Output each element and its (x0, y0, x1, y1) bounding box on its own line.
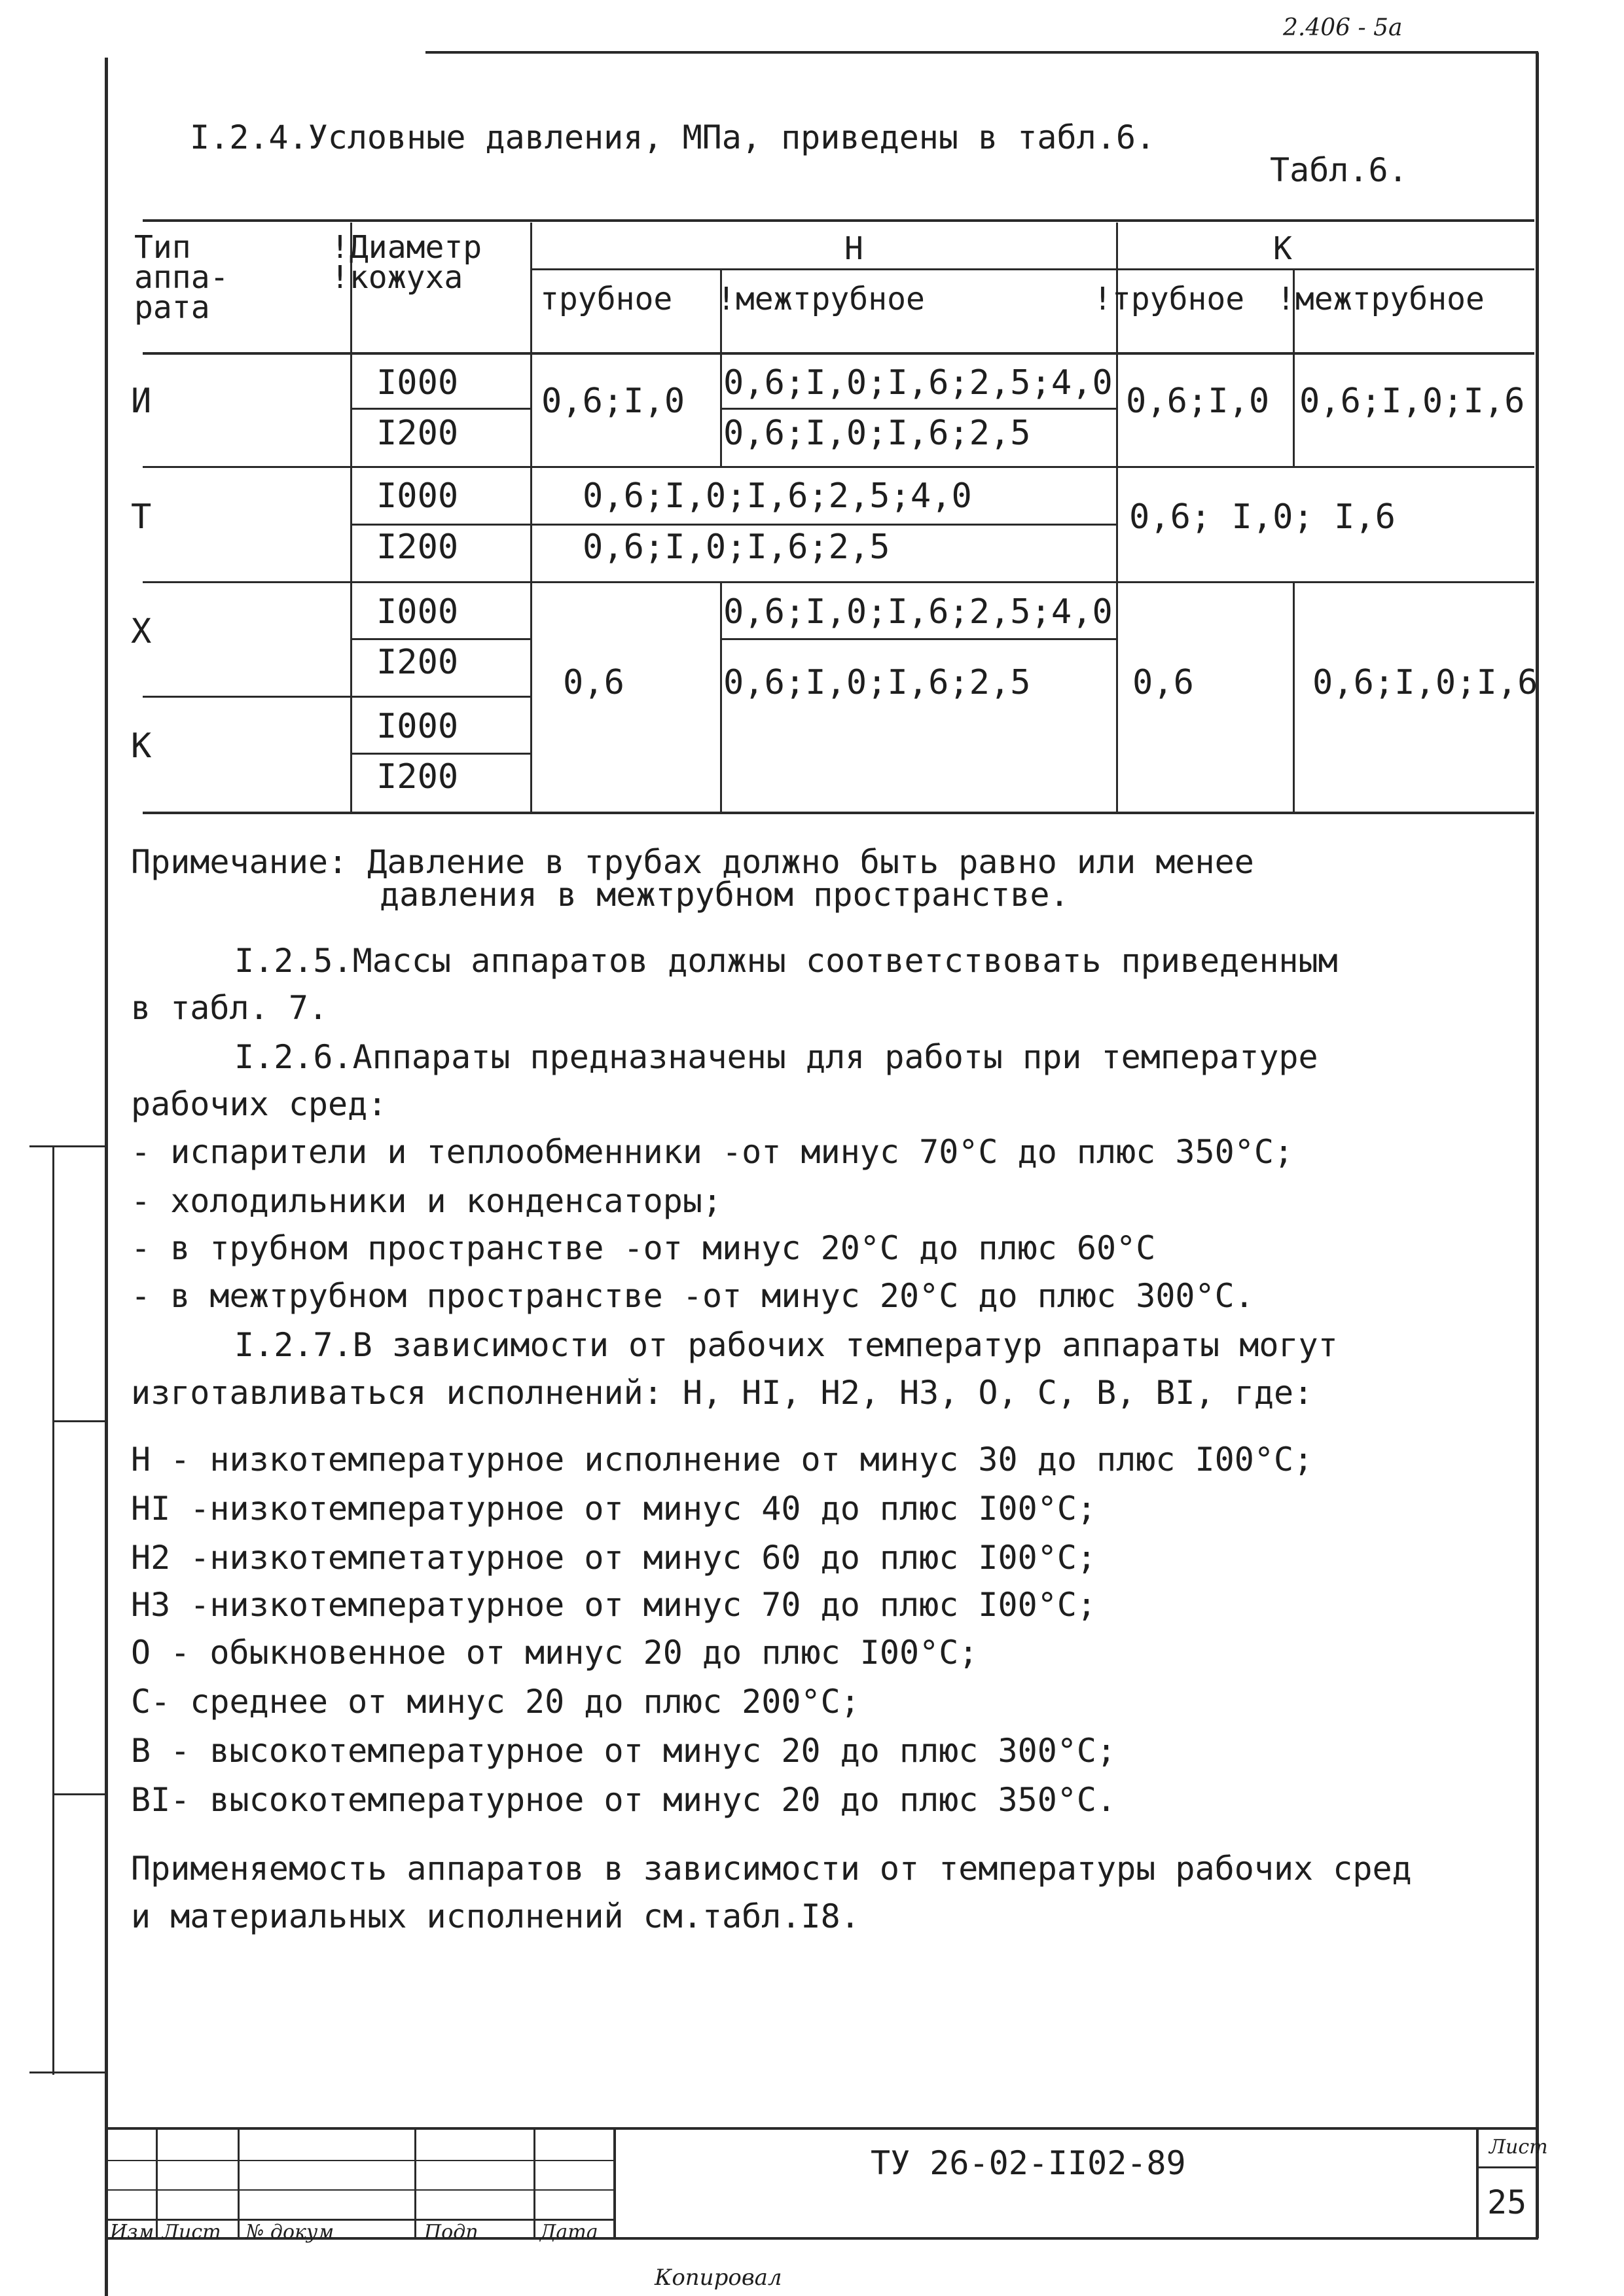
col-label-list: Лист (162, 2221, 221, 2244)
table-rule (720, 408, 1116, 410)
title-block-col (156, 2127, 158, 2238)
execution-def: О - обыкновенное от минус 20 до плюс I00°С; (131, 1634, 979, 1672)
section-125-line-1: I.2.5.Массы аппаратов должны соответствовать приведенным (234, 942, 1338, 980)
cell-i-h-tube: 0,6;I,0 (541, 382, 685, 421)
header-group-h: Н (844, 230, 863, 267)
type-x: Х (131, 612, 152, 651)
table-rule (350, 753, 530, 755)
execution-def: Н3 -низкотемпературное от минус 70 до плюс I00°С; (131, 1586, 1097, 1624)
cell-t-k: 0,6; I,0; I,6 (1129, 497, 1396, 537)
cell-xk-k-tube: 0,6 (1132, 663, 1194, 702)
cell-t-h-1000: 0,6;I,0;I,6;2,5;4,0 (583, 476, 972, 516)
section-126-item-3: - в трубном пространстве -от минус 20°С до плюс 60°С (131, 1229, 1156, 1267)
section-127-line-1: I.2.7.В зависимости от рабочих температур аппараты могут (234, 1326, 1338, 1364)
note-line-2: давления в межтрубном пространстве. (380, 876, 1070, 914)
title-block-col (414, 2127, 416, 2238)
margin-line (29, 2072, 105, 2073)
diameter-cell: I200 (376, 643, 459, 682)
execution-def: Н - низкотемпературное исполнение от минус 30 до плюс I00°С; (131, 1441, 1314, 1479)
sheet-label: Лист (1489, 2136, 1548, 2159)
diameter-cell: I000 (376, 363, 459, 403)
applicability-line-2: и материальных исполнений см.табл.I8. (131, 1897, 860, 1935)
applicability-line-1: Применяемость аппаратов в зависимости от температуры рабочих сред (131, 1850, 1412, 1888)
table-rule (350, 638, 530, 640)
margin-line (52, 1420, 105, 1422)
table-col-rule (1293, 581, 1295, 812)
diameter-cell: I000 (376, 707, 459, 746)
frame-right (1536, 52, 1539, 2238)
top-rule (425, 51, 1538, 54)
section-124-heading: I.2.4.Условные давления, МПа, приведены в табл.6. (190, 118, 1156, 156)
title-block-col (613, 2127, 616, 2238)
cell-t-h-1200: 0,6;I,0;I,6;2,5 (583, 528, 890, 567)
col-label-izm: Изм (110, 2221, 154, 2244)
table-rule (350, 524, 1116, 526)
execution-def: В - высокотемпературное от минус 20 до плюс 300°С; (131, 1732, 1117, 1770)
table-top-rule (143, 219, 1534, 222)
section-126-item-1: - испарители и теплообменники -от минус 70°С до плюс 350°С; (131, 1133, 1294, 1171)
diameter-cell: I200 (376, 414, 459, 453)
cell-xk-h-inter-1200: 0,6;I,0;I,6;2,5 (723, 663, 1031, 702)
margin-line (52, 1145, 54, 2075)
col-label-doc: № докум (245, 2221, 334, 2244)
margin-line (52, 1793, 105, 1795)
note-line-1: Примечание: Давление в трубах должно быть равно или менее (131, 843, 1254, 881)
type-k: К (131, 726, 152, 766)
title-block-col (238, 2127, 240, 2238)
diameter-cell: I200 (376, 528, 459, 567)
table-rule (530, 268, 1534, 270)
section-127-line-2: изготавливаться исполнений: Н, НI, Н2, Н3, О, С, В, ВI, где: (131, 1374, 1314, 1412)
title-block-top (105, 2127, 1538, 2130)
type-t: Т (131, 497, 152, 537)
table-rule (720, 638, 1116, 640)
cell-xk-k-inter: 0,6;I,0;I,6 (1312, 663, 1538, 702)
section-126-item-2: - холодильники и конденсаторы; (131, 1182, 723, 1220)
cell-i-h-inter-1000: 0,6;I,0;I,6;2,5;4,0 (723, 363, 1113, 403)
title-block-rule (1476, 2166, 1538, 2168)
table-rule (143, 696, 530, 698)
cell-i-k-inter: 0,6;I,0;I,6 (1299, 382, 1525, 421)
execution-def: С- среднее от минус 20 до плюс 200°С; (131, 1683, 860, 1721)
sheet-number: 25 (1487, 2183, 1527, 2221)
col-label-date: Дата (540, 2221, 598, 2244)
frame-left (105, 58, 108, 2296)
header-k-tube: !трубное (1093, 281, 1245, 317)
doc-number: 2.406 - 5a (1283, 14, 1403, 41)
header-type: Тип аппа- рата (134, 229, 229, 326)
title-block-rule (105, 2189, 615, 2191)
execution-def: Н2 -низкотемпетатурное от минус 60 до плюс I00°С; (131, 1539, 1097, 1577)
document-code: ТУ 26-02-II02-89 (871, 2144, 1186, 2182)
section-126-item-4: - в межтрубном пространстве -от минус 20°С до плюс 300°С. (131, 1277, 1254, 1315)
table-bottom-rule (143, 812, 1534, 814)
table-rule (350, 408, 530, 410)
title-block-rule (105, 2160, 615, 2161)
cell-i-h-inter-1200: 0,6;I,0;I,6;2,5 (723, 414, 1031, 453)
table-col-rule (530, 223, 532, 812)
section-126-line-2: рабочих сред: (131, 1085, 388, 1123)
section-126-line-1: I.2.6.Аппараты предназначены для работы при температуре (234, 1038, 1318, 1076)
execution-def: ВI- высокотемпературное от минус 20 до плюс 350°С. (131, 1781, 1117, 1819)
diameter-cell: I000 (376, 592, 459, 632)
footer-copied: Копировал (655, 2265, 782, 2291)
header-diameter: !Диаметр !кожуха (331, 229, 482, 296)
table-caption: Табл.6. (1270, 151, 1408, 189)
diameter-cell: I200 (376, 757, 459, 797)
header-k-inter: !межтрубное (1276, 281, 1485, 317)
table-col-rule (720, 581, 722, 812)
cell-xk-h-inter-1000: 0,6;I,0;I,6;2,5;4,0 (723, 592, 1113, 632)
cell-xk-h-tube: 0,6 (563, 663, 624, 702)
diameter-cell: I000 (376, 476, 459, 516)
header-h-inter: !межтрубное (717, 281, 925, 317)
header-h-tube: трубное (540, 281, 673, 317)
title-block-col (1476, 2127, 1479, 2238)
cell-i-k-tube: 0,6;I,0 (1126, 382, 1270, 421)
title-block-col (533, 2127, 535, 2238)
col-label-sign: Подп (424, 2221, 478, 2244)
header-group-k: К (1273, 230, 1292, 267)
section-125-line-2: в табл. 7. (131, 989, 329, 1027)
execution-def: НI -низкотемпературное от минус 40 до плюс I00°С; (131, 1490, 1097, 1528)
type-i: И (131, 382, 152, 421)
margin-line (29, 1145, 105, 1147)
table-col-rule (350, 223, 352, 812)
